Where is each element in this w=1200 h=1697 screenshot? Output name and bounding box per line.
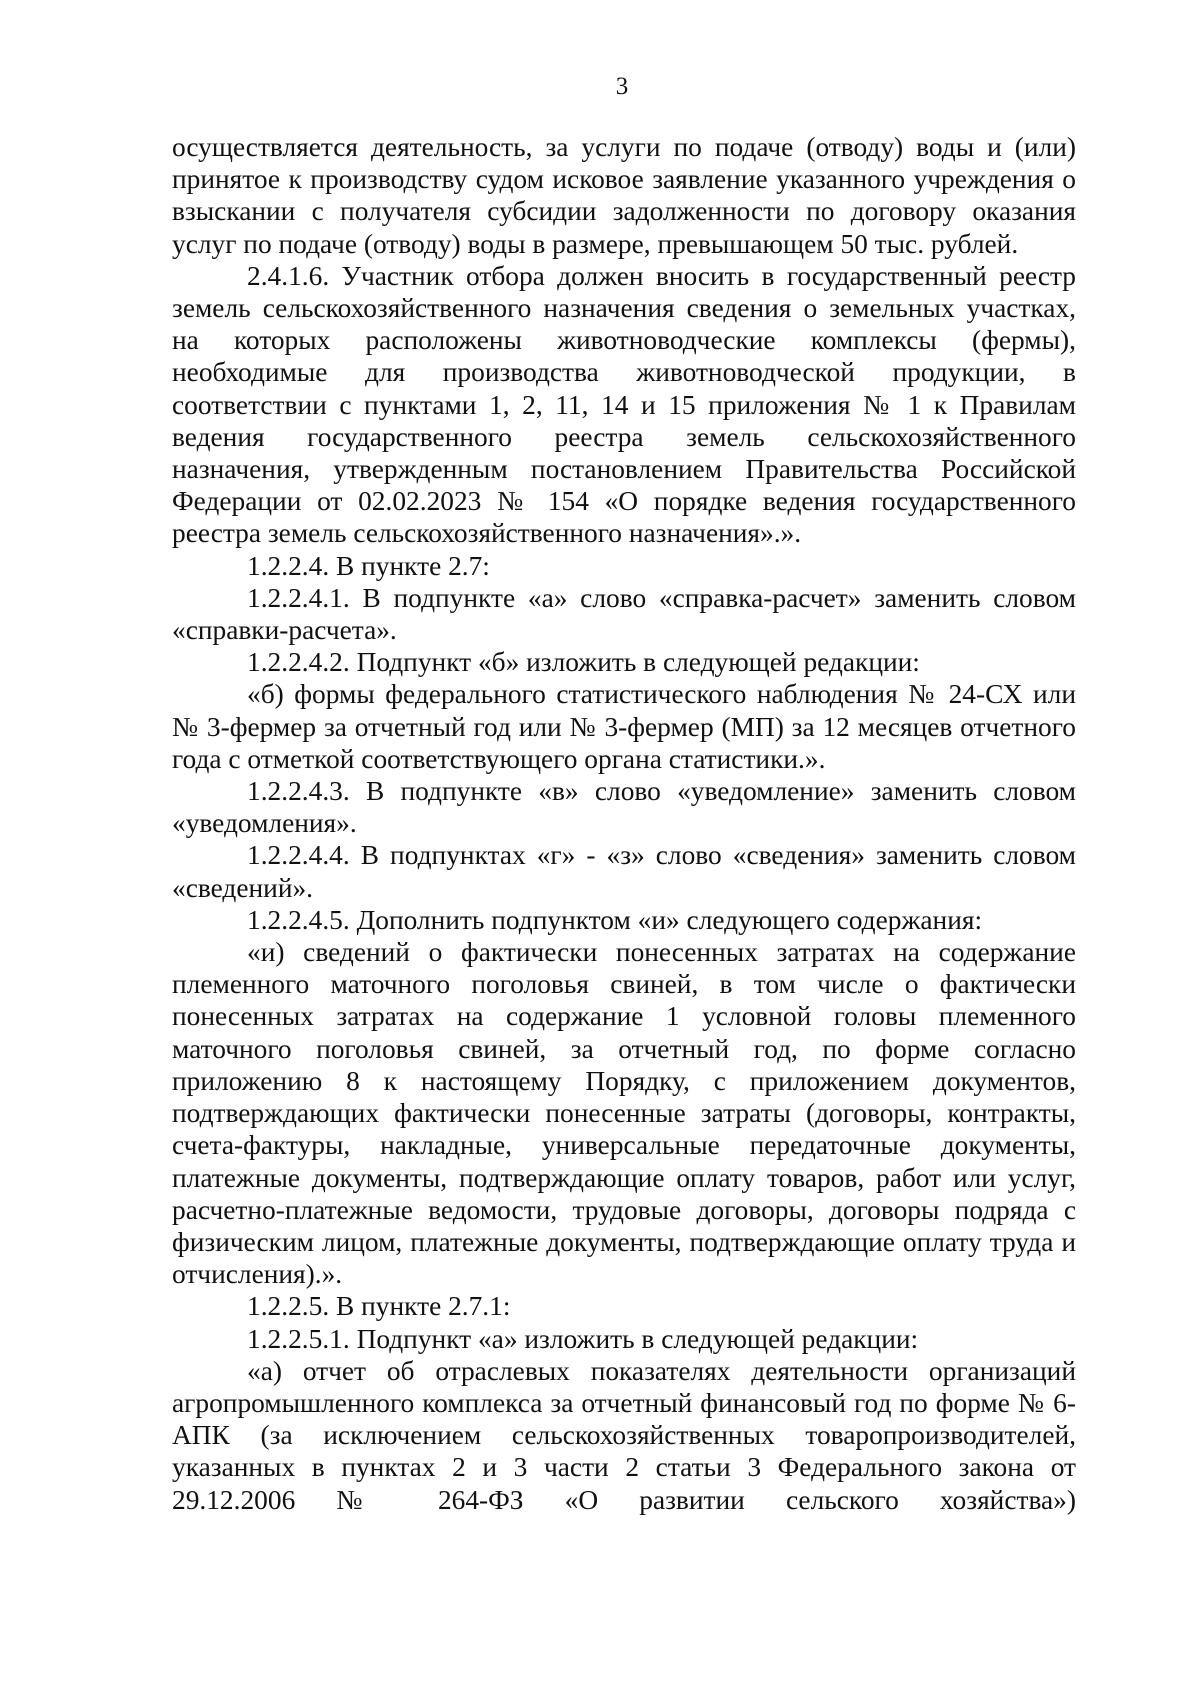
paragraph-1-2-2-5-1: 1.2.2.5.1. Подпункт «а» изложить в следующей редакции:: [247, 1323, 919, 1354]
paragraph-1-2-2-4: 1.2.2.4. В пункте 2.7:: [247, 550, 490, 581]
paragraph-continuation: осуществляется деятельность, за услуги по подаче (отводу) воды и (или) принятое к производству судом исковое заявление указанного учреждения о взыскании с получателя субсидии задолженности по договору оказания услуг по подаче (отводу) воды в размере, превышающем 50 тыс. рублей.: [172, 132, 1076, 259]
paragraph-1-2-2-4-1: 1.2.2.4.1. В подпункте «а» слово «справка-расчет» заменить словом «справки-расчета».: [172, 582, 1076, 646]
paragraph-subitem-b: «б) формы федерального статистического наблюдения № 24-СХ или № 3-фермер за отчетный год или № 3-фермер (МП) за 12 месяцев отчетного года с отметкой соответствующего органа статистики.».: [172, 679, 1076, 774]
document-body: [172, 131, 1076, 1516]
paragraph-1-2-2-4-4: 1.2.2.4.4. В подпунктах «г» - «з» слово «сведения» заменить словом «сведений».: [172, 840, 1076, 903]
paragraph-1-2-2-4-5: 1.2.2.4.5. Дополнить подпунктом «и» следующего содержания:: [247, 904, 983, 935]
page-number: 3: [615, 73, 629, 100]
paragraph-subitem-a: «а) отчет об отраслевых показателях деятельности организаций агропромышленного комплекса за отчетный финансовый год по форме № 6-АПК (за исключением сельскохозяйственных товаропроизводителей, указанных в пунктах 2 и 3 части 2 статьи 3 Федерального закона от 29.12.2006 № 264-ФЗ «О развитии сельского хозяйства»): [172, 1355, 1076, 1515]
paragraph-subitem-i: «и) сведений о фактически понесенных затратах на содержание племенного маточного поголовья свиней, в том числе о фактически понесенных затратах на содержание 1 условной головы племенного маточного поголовья свиней, за отчетный год, по форме согласно приложению 8 к настоящему Порядку, с приложением документов, подтверждающих фактически понесенные затраты (договоры, контракты, счета-фактуры, накладные, универсальные передаточные документы, платежные документы, подтверждающие оплату товаров, работ или услуг, расчетно-платежные ведомости, трудовые договоры, договоры подряда с физическим лицом, платежные документы, подтверждающие оплату труда и отчисления).».: [172, 937, 1076, 1290]
paragraph-1-2-2-5: 1.2.2.5. В пункте 2.7.1:: [247, 1291, 511, 1322]
paragraph-2-4-1-6: 2.4.1.6. Участник отбора должен вносить в государственный реестр земель сельскохозяйственного назначения сведения о земельных участках, на которых расположены животноводческие комплексы (фермы), необходимые для производства животноводческой продукции, в соответствии с пунктами 1, 2, 11, 14 и 15 приложения № 1 к Правилам ведения государственного реестра земель сельскохозяйственного назначения, утвержденным постановлением Правительства Российской Федерации от 02.02.2023 № 154 «О порядке ведения государственного реестра земель сельскохозяйственного назначения».».: [172, 260, 1076, 549]
paragraph-1-2-2-4-3: 1.2.2.4.3. В подпункте «в» слово «уведомление» заменить словом «уведомления».: [172, 776, 1076, 839]
paragraph-1-2-2-4-2: 1.2.2.4.2. Подпункт «б» изложить в следующей редакции:: [247, 647, 920, 678]
